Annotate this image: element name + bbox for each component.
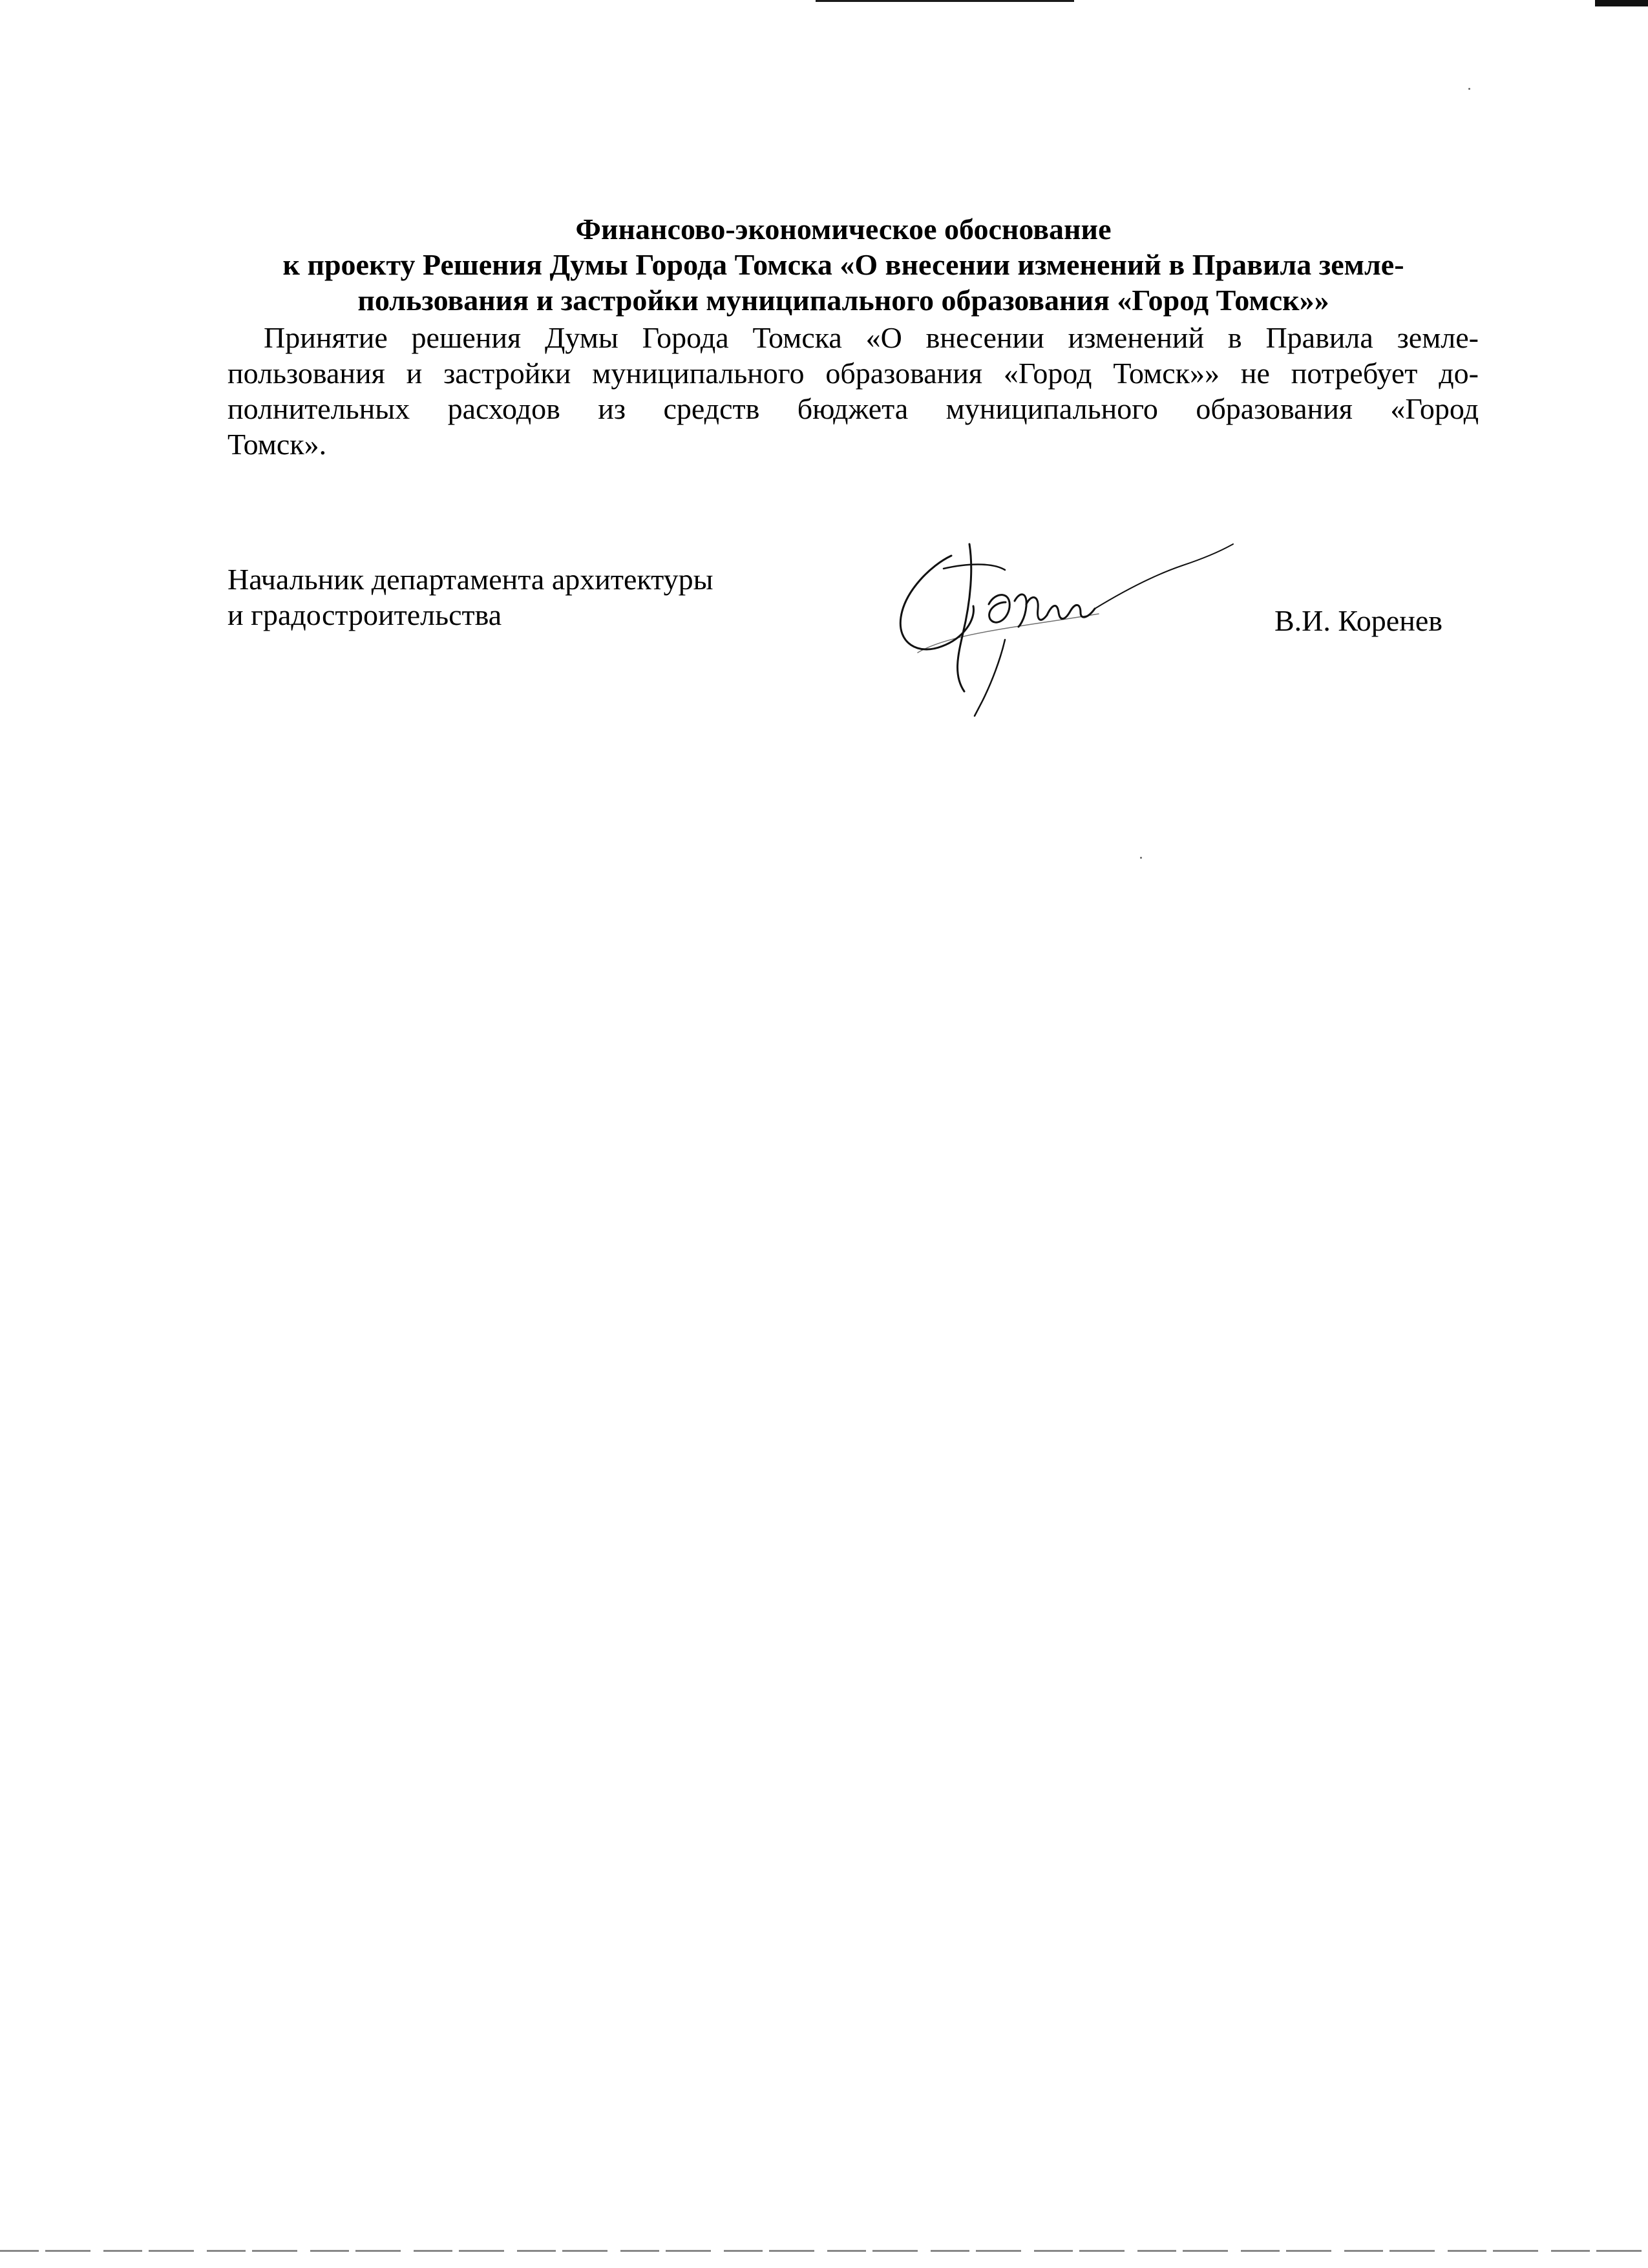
body-paragraph-line-2: пользования и застройки муниципального образования «Город Томск»» не потребует до-: [227, 357, 1479, 390]
document-title-line-2: к проекту Решения Думы Города Томска «О внесении изменений в Правила земле-: [282, 248, 1404, 281]
scan-artifact-dot: [1140, 857, 1142, 859]
body-paragraph-line-4: Томск».: [227, 428, 327, 461]
scan-artifact-bottom-line: [0, 2250, 1648, 2252]
signatory-name: В.И. Коренев: [1274, 604, 1442, 637]
signatory-position-line-2: и градостроительства: [227, 598, 502, 631]
scan-artifact-top-line: [816, 0, 1074, 2]
body-paragraph-line-1: Принятие решения Думы Города Томска «О внесении изменений в Правила земле-: [264, 321, 1479, 354]
document-title: Финансово-экономическое обоснование: [575, 213, 1112, 246]
scan-artifact-dot: [1468, 88, 1470, 90]
body-paragraph-line-3: полнительных расходов из средств бюджета муниципального образования «Город: [227, 392, 1479, 425]
document-title-line-3: пользования и застройки муниципального образования «Город Томск»»: [357, 284, 1329, 317]
scan-artifact-corner-mark: [1595, 0, 1648, 6]
handwritten-signature-icon: [892, 530, 1241, 717]
signatory-position-line-1: Начальник департамента архитектуры: [227, 563, 713, 596]
